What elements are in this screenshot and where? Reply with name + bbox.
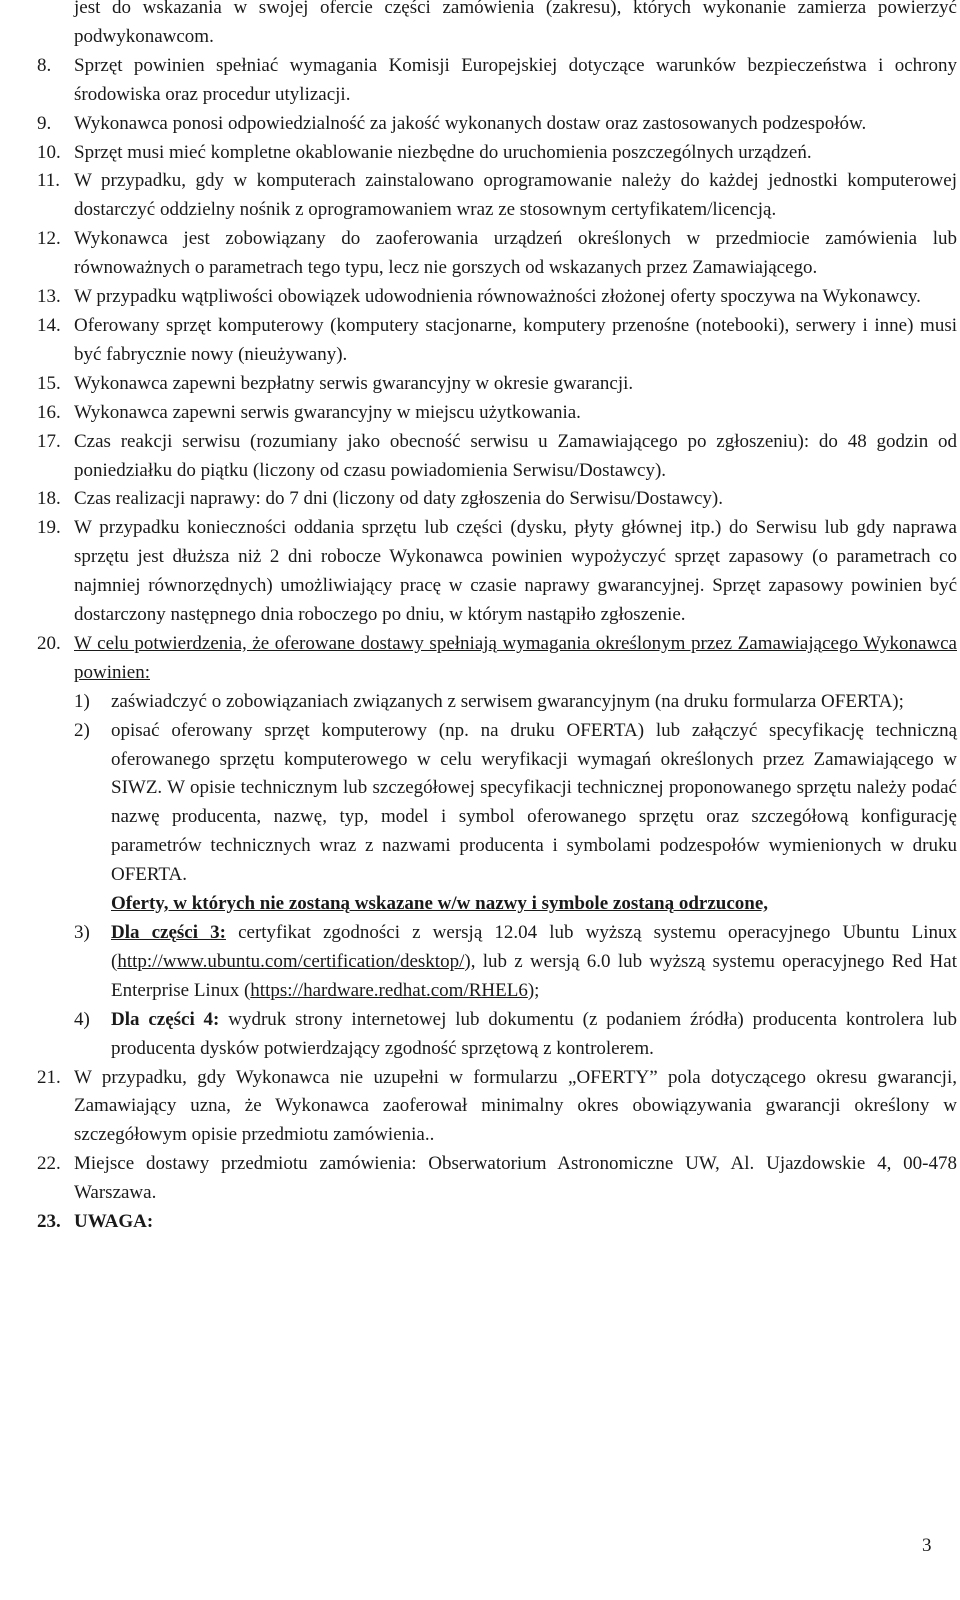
item-number: 22. [37, 1153, 61, 1175]
item-text: Sprzęt powinien spełniać wymagania Komisji Europejskiej dotyczące warunków bezpieczeństwa i ochrony środowiska oraz procedur utylizacji. [74, 54, 957, 105]
ubuntu-certification-link[interactable]: http://www.ubuntu.com/certification/desktop/ [117, 950, 465, 972]
item-text: Czas realizacji naprawy: do 7 dni (liczony od daty zgłoszenia do Serwisu/Dostawcy). [74, 488, 723, 510]
list-item-19 [37, 514, 957, 630]
intro-text: jest do wskazania w swojej ofercie części zamówienia (zakresu), których wykonanie zamierza powierzyć podwykonawcom. [74, 0, 957, 47]
list-item-8 [37, 52, 957, 110]
item-text: Wykonawca jest zobowiązany do zaoferowania urządzeń określonych w przedmiocie zamówienia lub równoważnych o parametrach tego typu, lecz nie gorszych od wskazanych przez Zamawiającego. [74, 228, 957, 279]
item-number: 17. [37, 430, 61, 452]
item-number: 12. [37, 228, 61, 250]
item-number: 11. [37, 170, 61, 192]
sub-item-text: wydruk strony internetowej lub dokumentu (z podaniem źródła) producenta kontrolera lub producenta dysków potwierdzający zgodność sprzętową z kontrolerem. [111, 1008, 957, 1059]
item-text: W przypadku, gdy w komputerach zainstalowano oprogramowanie należy do każdej jednostki komputerowej dostarczyć oddzielny nośnik z oprogramowaniem wraz ze stosownym certyfikatem/licencją. [74, 170, 957, 221]
rejection-warning: Oferty, w których nie zostaną wskazane w/w nazwy i symbole zostaną odrzucone, [111, 893, 769, 915]
sub-item-text: certyfikat zgodności z wersją 12.04 lub wyższą systemu operacyjnego Ubuntu Linux ( [111, 922, 958, 972]
list-item-9 [37, 110, 957, 139]
list-item-17 [37, 428, 957, 486]
item-number: 13. [37, 286, 61, 308]
list-item-23 [37, 1208, 957, 1237]
item-text: W przypadku wątpliwości obowiązek udowodnienia równoważności złożonej oferty spoczywa na Wykonawcy. [74, 286, 921, 308]
item-text: W przypadku konieczności oddania sprzętu lub części (dysku, płyty głównej itp.) do Serwisu lub gdy naprawa sprzętu jest dłuższa niż 2 dni robocze Wykonawca powinien wypożyczyć sprzęt zapasowy (o parametrach co najmniej równorzędnych) umożliwiający pracę w czasie naprawy gwarancyjnej. Sprzęt zapasowy powinien być dostarczony następnego dnia roboczego po dniu, w którym nastąpiło zgłoszenie. [74, 517, 957, 626]
part-3-label: Dla części 3: [111, 922, 226, 943]
item-number: 21. [37, 1066, 61, 1088]
item-number: 14. [37, 314, 61, 336]
item-number: 16. [37, 401, 61, 423]
item-number: 10. [37, 141, 61, 163]
list-item-15 [37, 370, 957, 399]
item-text: Sprzęt musi mieć kompletne okablowanie niezbędne do uruchomienia poszczególnych urządzeń. [74, 141, 812, 163]
part-4-label: Dla części 4: [111, 1008, 220, 1030]
list-item-14 [37, 312, 957, 370]
intro-paragraph [37, 0, 957, 52]
list-item-20 [37, 630, 957, 1064]
uwaga-label: UWAGA: [74, 1211, 154, 1233]
list-item-12 [37, 225, 957, 283]
item-number: 20. [37, 632, 61, 654]
list-item-10 [37, 139, 957, 168]
item-number: 19. [37, 517, 61, 539]
item-text: Oferowany sprzęt komputerowy (komputery stacjonarne, komputery przenośne (notebooki), serwery i inne) musi być fabrycznie nowy (nieużywany). [74, 314, 957, 365]
sub-item-text: ); [527, 979, 540, 1001]
item-number: 15. [37, 372, 61, 394]
item-text: Wykonawca zapewni serwis gwarancyjny w miejscu użytkowania. [74, 401, 581, 423]
list-item-18 [37, 485, 957, 514]
sub-item-2 [74, 717, 957, 890]
list-item-22 [37, 1150, 957, 1208]
page-number: 3 [922, 1535, 932, 1556]
list-item-16 [37, 399, 957, 428]
item-text: Miejsce dostawy przedmiotu zamówienia: Obserwatorium Astronomiczne UW, Al. Ujazdowskie 4, 00-478 Warszawa. [74, 1153, 957, 1204]
item-text: Wykonawca ponosi odpowiedzialność za jakość wykonanych dostaw oraz zastosowanych podzespołów. [74, 112, 867, 134]
sub-item-text: opisać oferowany sprzęt komputerowy (np. na druku OFERTA) lub załączyć specyfikację techniczną oferowanego sprzętu komputerowego w celu weryfikacji wymagań określonych przez Zamawiającego w SIWZ. W opisie technicznym lub szczegółowej specyfikacji technicznej proponowanego sprzętu należy podać nazwę producenta, nazwę, typ, model i symbol oferowanego sprzętu oraz szczegółową konfigurację parametrów technicznych wraz z nazwami producenta i symbolami podzespołów wymienionych w druku OFERTA. [111, 719, 957, 886]
item-number: 23. [37, 1211, 61, 1233]
item-text: Czas reakcji serwisu (rozumiany jako obecność serwisu u Zamawiającego po zgłoszeniu): do 48 godzin od poniedziałku do piątku (liczony od czasu powiadomienia Serwisu/Dostawcy). [74, 430, 957, 481]
item-number: 9. [37, 112, 52, 134]
item-number: 18. [37, 488, 61, 510]
sub-item-number: 1) [74, 690, 90, 712]
redhat-hardware-link[interactable]: https://hardware.redhat.com/RHEL6 [250, 979, 528, 1001]
item-text: Wykonawca zapewni bezpłatny serwis gwarancyjny w okresie gwarancji. [74, 372, 634, 394]
item-number: 8. [37, 54, 52, 76]
document-body [37, 0, 957, 1237]
sub-item-number: 3) [74, 922, 90, 943]
sub-item-4 [74, 1006, 957, 1064]
sub-item-number: 2) [74, 719, 90, 741]
sub-item-3 [74, 919, 957, 1006]
list-item-11 [37, 167, 957, 225]
list-item-13 [37, 283, 957, 312]
sub-item-number: 4) [74, 1008, 90, 1030]
item-text: W przypadku, gdy Wykonawca nie uzupełni w formularzu „OFERTY” pola dotyczącego okresu gwarancji, Zamawiający uzna, że Wykonawca zaoferował minimalny okres obowiązywania gwarancji określony w szczegółowym opisie przedmiotu zamówienia.. [74, 1066, 957, 1146]
sub-item-1 [74, 688, 957, 717]
sub-item-text: zaświadczyć o zobowiązaniach związanych z serwisem gwarancyjnym (na druku formularza OFERTA); [111, 690, 904, 712]
item-20-heading: W celu potwierdzenia, że oferowane dostawy spełniają wymagania określonym przez Zamawiającego Wykonawca powinien: [74, 632, 957, 683]
list-item-21 [37, 1064, 957, 1151]
sub-item-text: ), lub z wersją 6.0 lub wyższą systemu operacyjnego Red Hat Enterprise Linux ( [111, 950, 957, 1001]
